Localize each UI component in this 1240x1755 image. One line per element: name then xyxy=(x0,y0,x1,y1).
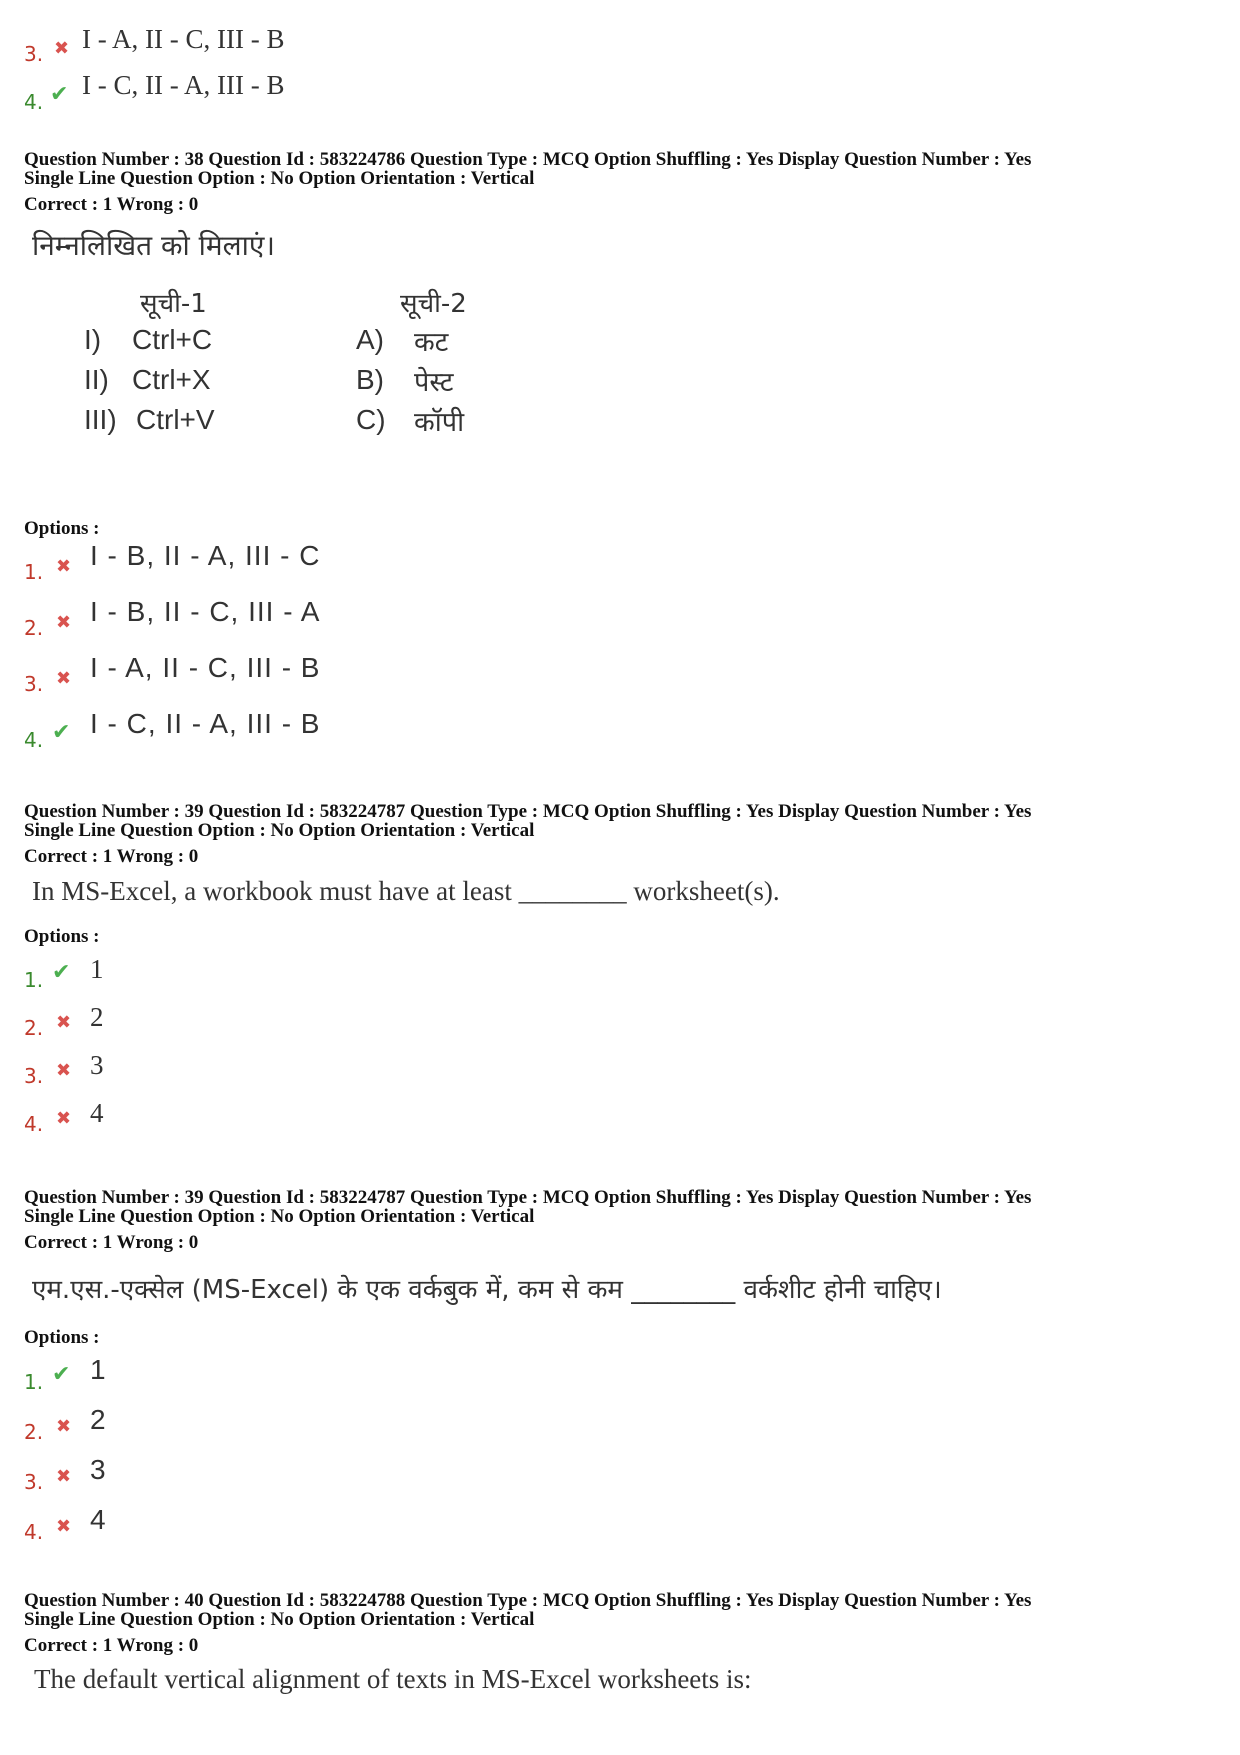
list1-label: III) xyxy=(84,404,117,435)
option-text: I - A, II - C, III - B xyxy=(82,24,285,54)
list1-value: Ctrl+C xyxy=(132,324,213,355)
score-info: Correct : 1 Wrong : 0 xyxy=(24,1635,199,1656)
wrong-mark-icon: ✖ xyxy=(56,1416,72,1437)
question-meta-line2: Single Line Question Option : No Option Orientation : Vertical xyxy=(24,820,535,841)
option-number: 1. xyxy=(24,560,44,584)
option-text: I - C, II - A, III - B xyxy=(90,708,321,739)
list2-title: सूची-2 xyxy=(400,289,467,319)
option-number: 4. xyxy=(24,1520,44,1544)
option-text: I - C, II - A, III - B xyxy=(82,70,285,100)
option-number: 4. xyxy=(24,1112,44,1136)
wrong-mark-icon: ✖ xyxy=(56,668,72,689)
wrong-mark-icon: ✖ xyxy=(56,1516,72,1537)
check-mark-icon: ✔ xyxy=(52,1362,71,1387)
score-info: Correct : 1 Wrong : 0 xyxy=(24,1232,199,1253)
list1-value: Ctrl+X xyxy=(132,364,211,395)
option-number: 2. xyxy=(24,1420,44,1444)
option-text: 4 xyxy=(90,1504,107,1535)
option-number: 4. xyxy=(24,728,44,752)
option-number: 2. xyxy=(24,1016,44,1040)
check-mark-icon: ✔ xyxy=(52,720,71,745)
question-prompt: निम्नलिखित को मिलाएं। xyxy=(32,229,276,262)
options-label: Options : xyxy=(24,1327,100,1348)
option-number: 2. xyxy=(24,616,44,640)
check-mark-icon: ✔ xyxy=(52,960,71,985)
option-text: 2 xyxy=(90,1404,107,1435)
option-text: I - A, II - C, III - B xyxy=(90,652,321,683)
question-meta-line1: Question Number : 39 Question Id : 583224787 Question Type : MCQ Option Shuffling : Yes Display Question Number : Yes xyxy=(24,801,1032,822)
wrong-mark-icon: ✖ xyxy=(56,612,72,633)
option-text: I - B, II - A, III - C xyxy=(90,540,321,571)
wrong-mark-icon: ✖ xyxy=(54,38,70,59)
list2-value: पेस्ट xyxy=(414,367,454,398)
option-text: 1 xyxy=(90,954,104,984)
wrong-mark-icon: ✖ xyxy=(56,1060,72,1081)
score-info: Correct : 1 Wrong : 0 xyxy=(24,194,199,215)
option-text: 1 xyxy=(90,1354,107,1385)
question-meta-line2: Single Line Question Option : No Option Orientation : Vertical xyxy=(24,168,535,189)
question-meta-line1: Question Number : 38 Question Id : 583224786 Question Type : MCQ Option Shuffling : Yes Display Question Number : Yes xyxy=(24,149,1032,170)
options-label: Options : xyxy=(24,518,100,539)
option-number: 1. xyxy=(24,1370,44,1394)
option-text: 3 xyxy=(90,1050,104,1080)
list1-label: II) xyxy=(84,364,109,395)
options-label: Options : xyxy=(24,926,100,947)
option-text: I - B, II - C, III - A xyxy=(90,596,321,627)
question-prompt: In MS-Excel, a workbook must have at least ________ worksheet(s). xyxy=(32,876,780,906)
question-meta-line2: Single Line Question Option : No Option Orientation : Vertical xyxy=(24,1206,535,1227)
question-meta-line1: Question Number : 39 Question Id : 583224787 Question Type : MCQ Option Shuffling : Yes Display Question Number : Yes xyxy=(24,1187,1032,1208)
list1-label: I) xyxy=(84,324,102,355)
question-prompt: एम.एस.-एक्सेल (MS-Excel) के एक वर्कबुक में, कम से कम ________ वर्कशीट होनी चाहिए। xyxy=(32,1275,942,1305)
list1-value: Ctrl+V xyxy=(136,404,215,435)
option-number: 3. xyxy=(24,1064,44,1088)
score-info: Correct : 1 Wrong : 0 xyxy=(24,846,199,867)
option-text: 4 xyxy=(90,1098,104,1128)
option-text: 3 xyxy=(90,1454,107,1485)
wrong-mark-icon: ✖ xyxy=(56,1108,72,1129)
wrong-mark-icon: ✖ xyxy=(56,556,72,577)
list2-label: B) xyxy=(356,364,384,395)
wrong-mark-icon: ✖ xyxy=(56,1012,72,1033)
option-number: 3. xyxy=(24,42,44,66)
option-text: 2 xyxy=(90,1002,104,1032)
question-meta-line1: Question Number : 40 Question Id : 583224788 Question Type : MCQ Option Shuffling : Yes Display Question Number : Yes xyxy=(24,1590,1032,1611)
option-number: 1. xyxy=(24,968,44,992)
option-number: 3. xyxy=(24,1470,44,1494)
list2-value: कॉपी xyxy=(414,407,465,438)
option-number: 3. xyxy=(24,672,44,696)
wrong-mark-icon: ✖ xyxy=(56,1466,72,1487)
check-mark-icon: ✔ xyxy=(50,82,69,107)
question-prompt: The default vertical alignment of texts in MS-Excel worksheets is: xyxy=(34,1664,752,1694)
list2-label: A) xyxy=(356,324,384,355)
list1-title: सूची-1 xyxy=(140,289,207,319)
list2-value: कट xyxy=(414,327,449,358)
list2-label: C) xyxy=(356,404,386,435)
question-meta-line2: Single Line Question Option : No Option Orientation : Vertical xyxy=(24,1609,535,1630)
option-number: 4. xyxy=(24,90,44,114)
